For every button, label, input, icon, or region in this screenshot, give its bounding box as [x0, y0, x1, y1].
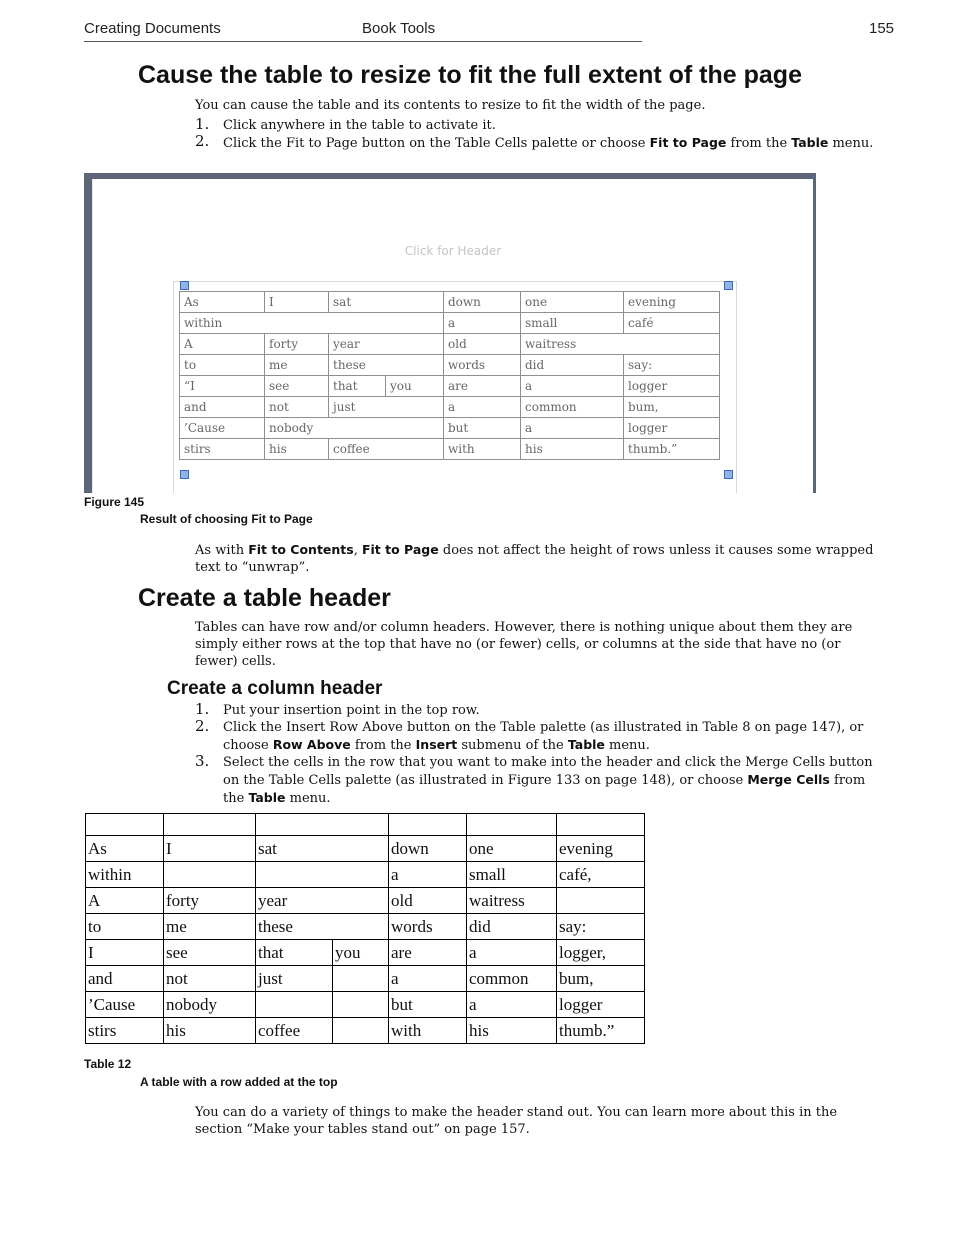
- running-header-center: Book Tools: [362, 20, 436, 37]
- table-cell[interactable]: [86, 814, 164, 836]
- table-cell[interactable]: [333, 992, 389, 1018]
- table-cell[interactable]: down: [389, 836, 467, 862]
- added-header-row: [86, 814, 645, 836]
- table-cell[interactable]: see: [265, 376, 329, 397]
- table-cell[interactable]: As: [86, 836, 164, 862]
- step-item: 1. Put your insertion point in the top row.: [195, 700, 480, 718]
- after-figure-paragraph: As with Fit to Contents, Fit to Page does not affect the height of rows unless it causes some wrapped text to “unwrap”.: [195, 542, 874, 575]
- table-cell[interactable]: his: [164, 1018, 256, 1044]
- menu-ref-fit-to-page: Fit to Page: [649, 135, 727, 150]
- table-cell[interactable]: ’Cause: [86, 992, 164, 1018]
- table-cell[interactable]: [256, 862, 389, 888]
- table-row: [86, 914, 645, 940]
- table-cell[interactable]: but: [389, 992, 467, 1018]
- table-cell[interactable]: you: [333, 940, 389, 966]
- table-cell[interactable]: common: [521, 397, 624, 418]
- table-cell[interactable]: I: [265, 292, 329, 313]
- header-rule: [84, 41, 642, 42]
- table-cell[interactable]: waitress: [467, 888, 557, 914]
- table-cell[interactable]: bum,: [624, 397, 720, 418]
- resize-handle-top-right[interactable]: [724, 281, 733, 290]
- table-cell[interactable]: a: [521, 376, 624, 397]
- table-cell[interactable]: old: [389, 888, 467, 914]
- table-row: [180, 313, 720, 334]
- table-cell[interactable]: a: [521, 418, 624, 439]
- table-cell[interactable]: did: [467, 914, 557, 940]
- table-cell[interactable]: that: [256, 940, 333, 966]
- table-cell[interactable]: to: [180, 355, 265, 376]
- table-row: [180, 397, 720, 418]
- table-cell[interactable]: logger: [624, 376, 720, 397]
- table-cell[interactable]: old: [444, 334, 521, 355]
- table-cell[interactable]: forty: [164, 888, 256, 914]
- table-cell[interactable]: evening: [557, 836, 645, 862]
- table-cell[interactable]: café,: [557, 862, 645, 888]
- table-caption-label: Table 12: [84, 1057, 132, 1071]
- table-cell[interactable]: logger: [557, 992, 645, 1018]
- table-cell[interactable]: coffee: [256, 1018, 333, 1044]
- table-row: [180, 418, 720, 439]
- menu-ref-table: Table: [791, 135, 829, 150]
- running-header-left: Creating Documents: [84, 20, 221, 37]
- table-cell[interactable]: but: [444, 418, 521, 439]
- document-page: [92, 179, 813, 493]
- step-item: 3. Select the cells in the row that you want to make into the header and click the Merge Cells button on the Table Cells palette (as illustrated in Figure 133 on page 148), or choose Merge Cells from the Table menu.: [195, 752, 873, 806]
- table-cell[interactable]: see: [164, 940, 256, 966]
- table-cell[interactable]: down: [444, 292, 521, 313]
- table-cell[interactable]: café: [624, 313, 720, 334]
- table-cell[interactable]: these: [329, 355, 444, 376]
- table-cell[interactable]: [256, 992, 333, 1018]
- table-cell[interactable]: I: [164, 836, 256, 862]
- table-12[interactable]: [85, 813, 645, 1044]
- table-cell[interactable]: his: [467, 1018, 557, 1044]
- step-item: 1. Click anywhere in the table to activate it.: [195, 115, 496, 133]
- figure-caption-label: Figure 145: [84, 495, 145, 509]
- table-cell[interactable]: a: [444, 397, 521, 418]
- table-cell[interactable]: [333, 1018, 389, 1044]
- click-for-header-placeholder[interactable]: Click for Header: [404, 244, 502, 258]
- table-cell[interactable]: and: [180, 397, 265, 418]
- table-cell[interactable]: A: [180, 334, 265, 355]
- table-cell[interactable]: one: [467, 836, 557, 862]
- table-cell[interactable]: me: [164, 914, 256, 940]
- table-cell[interactable]: [389, 814, 467, 836]
- table-cell[interactable]: stirs: [180, 439, 265, 460]
- table-cell[interactable]: say:: [624, 355, 720, 376]
- step-item: 2. Click the Fit to Page button on the Table Cells palette or choose Fit to Page from the Table menu.: [195, 132, 874, 151]
- table-cell[interactable]: just: [256, 966, 333, 992]
- table-cell[interactable]: not: [164, 966, 256, 992]
- table-cell[interactable]: not: [265, 397, 329, 418]
- table-cell[interactable]: thumb.”: [557, 1018, 645, 1044]
- table-cell[interactable]: thumb.”: [624, 439, 720, 460]
- table-cell[interactable]: [256, 814, 389, 836]
- table-cell[interactable]: evening: [624, 292, 720, 313]
- resize-handle-top-left[interactable]: [180, 281, 189, 290]
- section-title-column-header: Create a column header: [167, 678, 383, 699]
- table-cell[interactable]: “I: [180, 376, 265, 397]
- table-cell[interactable]: that: [329, 376, 386, 397]
- table-row: [86, 940, 645, 966]
- table-cell[interactable]: sat: [329, 292, 444, 313]
- page-number: 155: [869, 20, 895, 37]
- table-cell[interactable]: logger,: [557, 940, 645, 966]
- table-cell[interactable]: to: [86, 914, 164, 940]
- table-row: [180, 334, 720, 355]
- table-cell[interactable]: bum,: [557, 966, 645, 992]
- fit-to-page-table[interactable]: [179, 291, 720, 460]
- table-row: [86, 966, 645, 992]
- table-cell[interactable]: a: [467, 940, 557, 966]
- table-cell[interactable]: year: [256, 888, 389, 914]
- table-cell[interactable]: stirs: [86, 1018, 164, 1044]
- resize-handle-bottom-left[interactable]: [180, 470, 189, 479]
- table-row: [86, 1018, 645, 1044]
- table-cell[interactable]: just: [329, 397, 444, 418]
- table-cell[interactable]: a: [444, 313, 521, 334]
- resize-handle-bottom-right[interactable]: [724, 470, 733, 479]
- table-row: [86, 862, 645, 888]
- table-cell[interactable]: As: [180, 292, 265, 313]
- table-cell[interactable]: a: [389, 862, 467, 888]
- table-cell[interactable]: with: [444, 439, 521, 460]
- table-cell[interactable]: a: [389, 966, 467, 992]
- table-cell[interactable]: coffee: [329, 439, 444, 460]
- table-row: [180, 439, 720, 460]
- table-cell[interactable]: small: [467, 862, 557, 888]
- table-row: [180, 355, 720, 376]
- table-cell[interactable]: waitress: [521, 334, 720, 355]
- table-cell[interactable]: words: [389, 914, 467, 940]
- table-cell[interactable]: [164, 814, 256, 836]
- table-cell[interactable]: words: [444, 355, 521, 376]
- figure-caption-text: Result of choosing Fit to Page: [140, 512, 313, 526]
- closing-paragraph: You can do a variety of things to make the header stand out. You can learn more about this in the section “Make your tables stand out” on page 157.: [195, 1105, 838, 1137]
- table-cell[interactable]: I: [86, 940, 164, 966]
- table-cell[interactable]: within: [180, 313, 444, 334]
- table-cell[interactable]: [557, 888, 645, 914]
- table-cell[interactable]: year: [329, 334, 444, 355]
- table-cell[interactable]: me: [265, 355, 329, 376]
- table-row: [86, 888, 645, 914]
- table-row: [86, 836, 645, 862]
- table-cell[interactable]: nobody: [265, 418, 444, 439]
- step-item: 2. Click the Insert Row Above button on the Table palette (as illustrated in Table 8 on page 147), or choose Row Above from the Insert submenu of the Table menu.: [195, 717, 864, 753]
- table-cell[interactable]: are: [444, 376, 521, 397]
- table-cell[interactable]: nobody: [164, 992, 256, 1018]
- section-title-table-header: Create a table header: [138, 584, 391, 612]
- table-cell[interactable]: one: [521, 292, 624, 313]
- section3-steps: [195, 702, 887, 807]
- table-row: [86, 992, 645, 1018]
- table-cell[interactable]: ’Cause: [180, 418, 265, 439]
- table-cell[interactable]: [467, 814, 557, 836]
- table-row: [180, 376, 720, 397]
- table-cell[interactable]: logger: [624, 418, 720, 439]
- table-cell[interactable]: [164, 862, 256, 888]
- section-title-fit-to-page: Cause the table to resize to fit the full extent of the page: [138, 61, 802, 89]
- table-cell[interactable]: a: [467, 992, 557, 1018]
- table-cell[interactable]: small: [521, 313, 624, 334]
- table-cell[interactable]: forty: [265, 334, 329, 355]
- table-cell[interactable]: did: [521, 355, 624, 376]
- table-cell[interactable]: with: [389, 1018, 467, 1044]
- figure-145-screenshot: [84, 173, 816, 493]
- table-caption-text: A table with a row added at the top: [140, 1075, 338, 1089]
- table-cell[interactable]: his: [521, 439, 624, 460]
- table-cell[interactable]: common: [467, 966, 557, 992]
- table-cell[interactable]: are: [389, 940, 467, 966]
- table-cell[interactable]: his: [265, 439, 329, 460]
- table-cell[interactable]: and: [86, 966, 164, 992]
- table-cell[interactable]: [557, 814, 645, 836]
- section1-steps: [195, 117, 885, 152]
- section1-intro: You can cause the table and its contents to resize to fit the width of the page.: [195, 98, 706, 113]
- table-cell[interactable]: say:: [557, 914, 645, 940]
- table-cell[interactable]: these: [256, 914, 389, 940]
- table-cell[interactable]: A: [86, 888, 164, 914]
- table-cell[interactable]: [333, 966, 389, 992]
- table-cell[interactable]: sat: [256, 836, 389, 862]
- section2-intro: Tables can have row and/or column headers. However, there is nothing unique about them they are simply either rows at the top that have no (or fewer) cells, or columns at the side that have no (or fewer) cells.: [195, 620, 853, 669]
- table-row: [180, 292, 720, 313]
- table-cell[interactable]: within: [86, 862, 164, 888]
- table-cell[interactable]: you: [386, 376, 444, 397]
